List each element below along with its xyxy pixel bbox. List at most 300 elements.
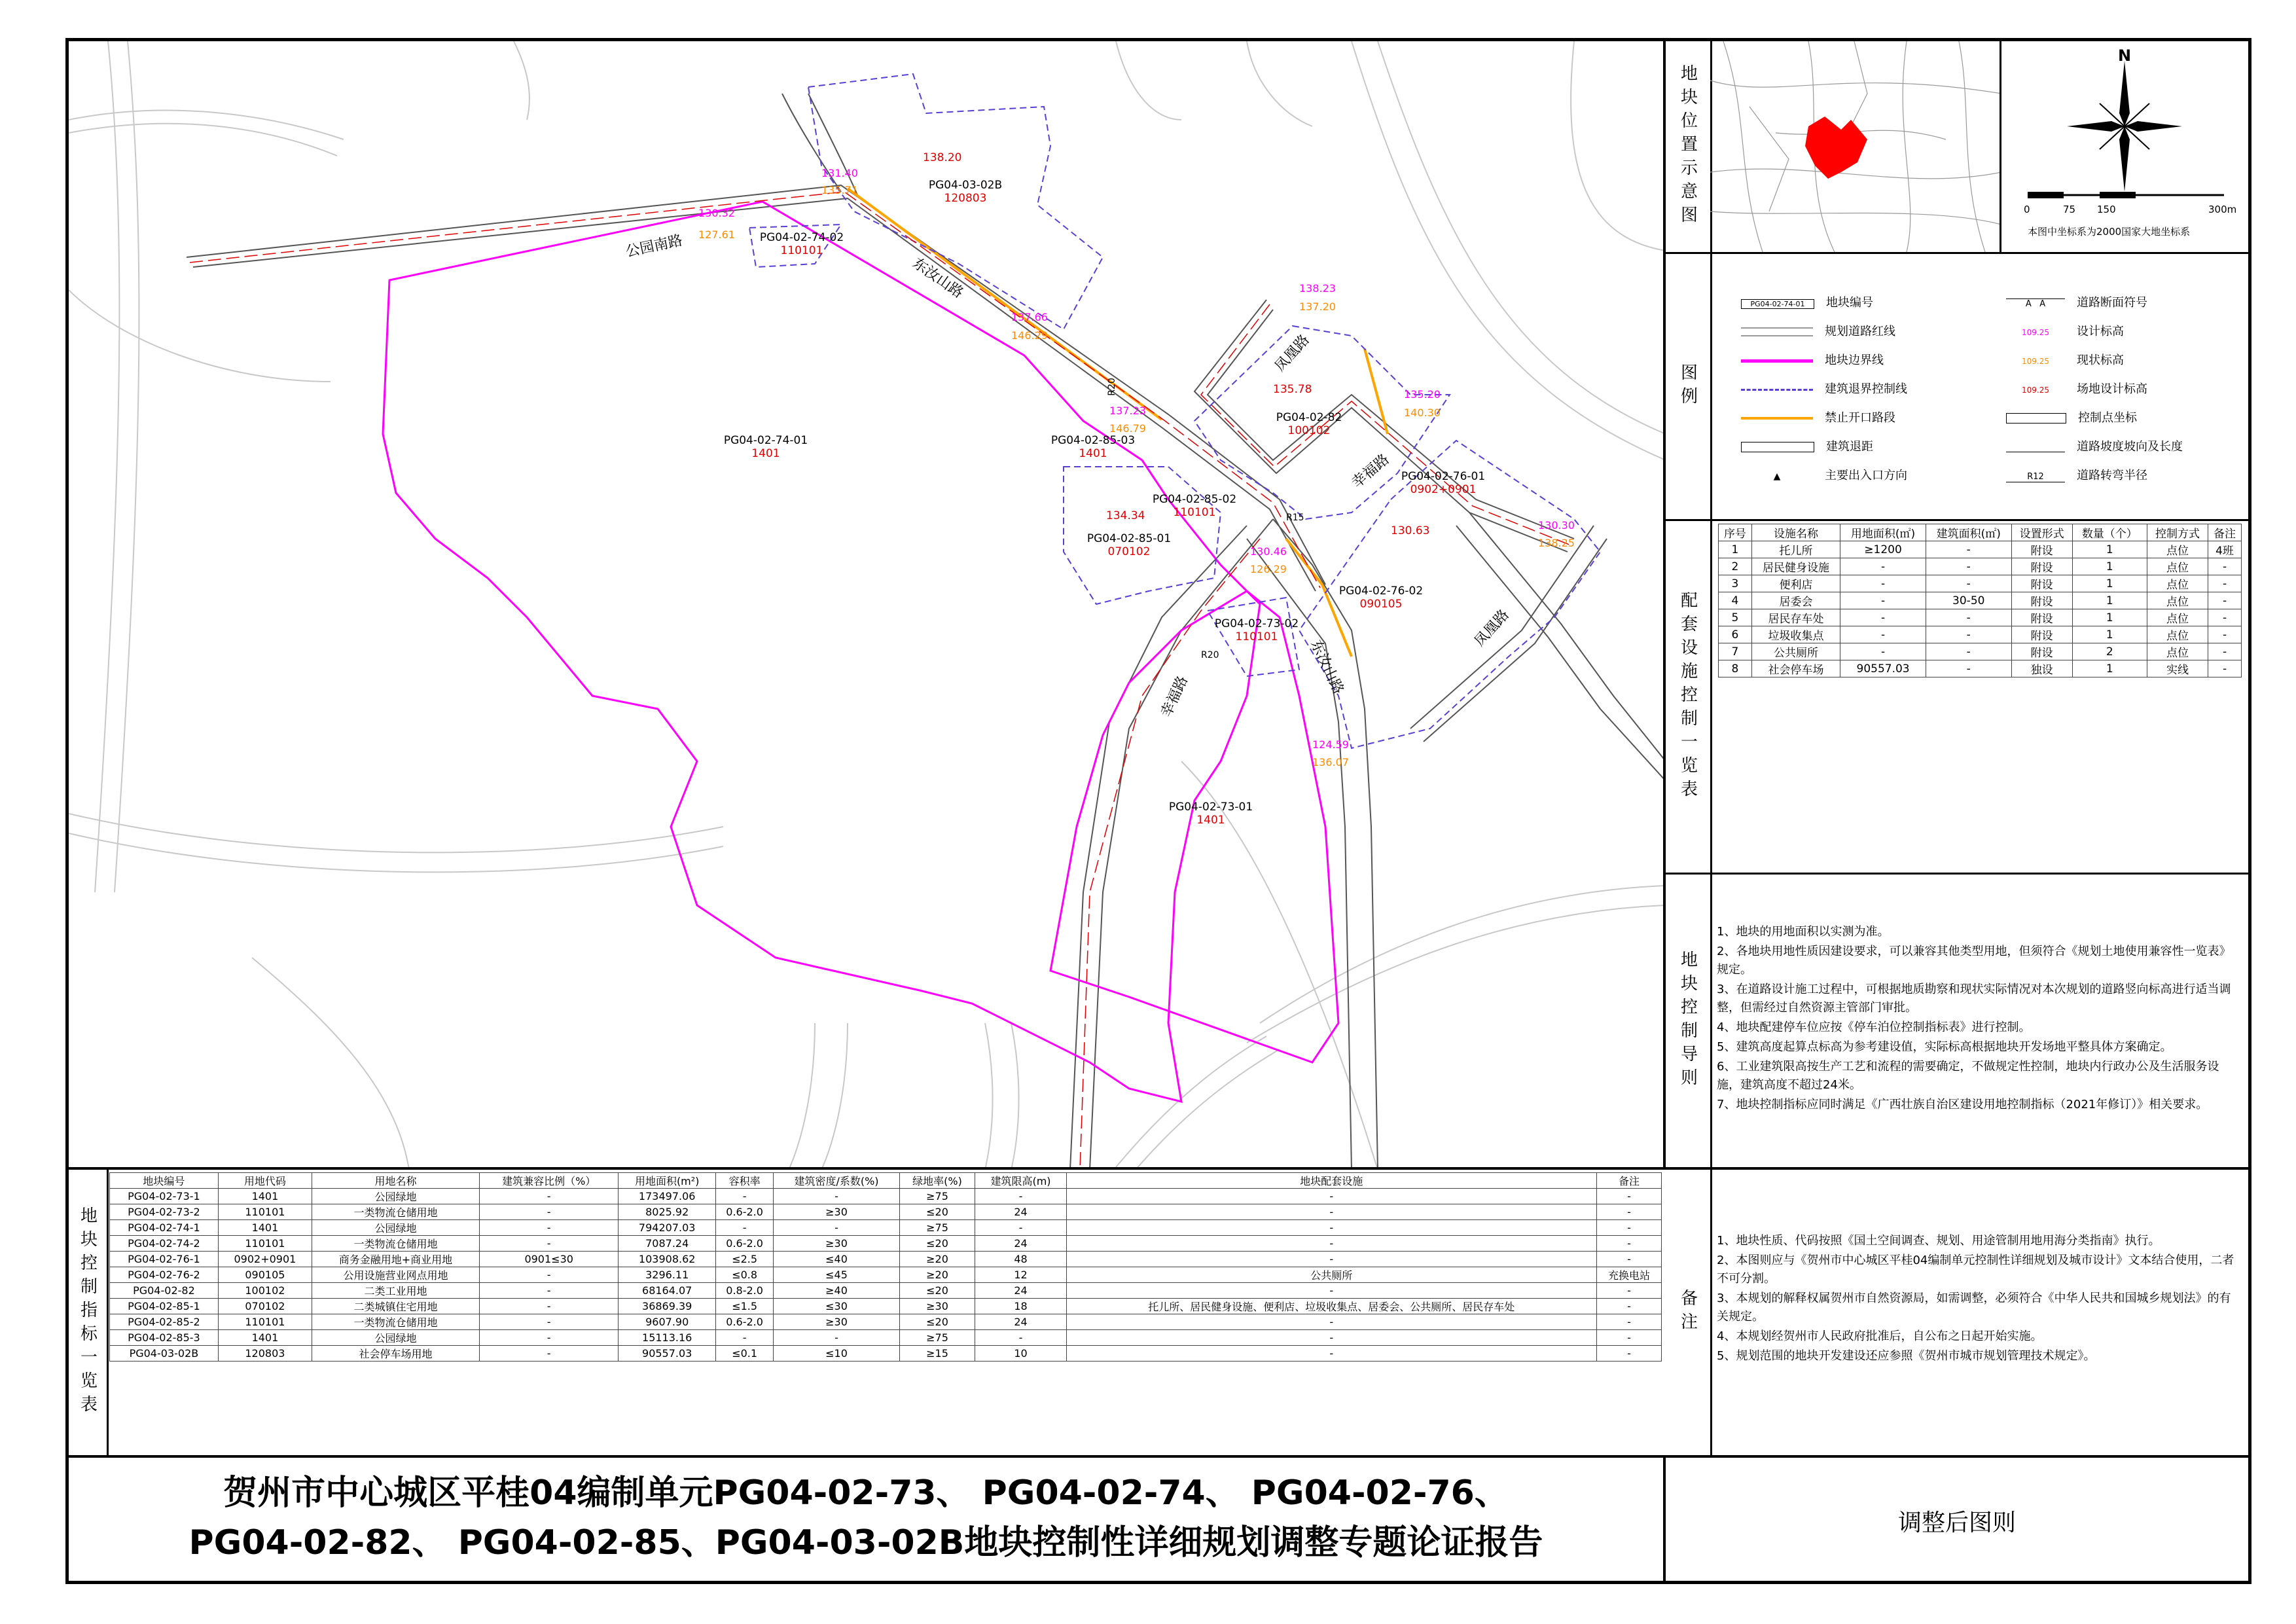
indicator-cell: - (1066, 1204, 1596, 1220)
indicator-cell: - (479, 1299, 619, 1314)
current-elevation: 136.07 (1312, 756, 1349, 768)
facility-cell: 附设 (2011, 609, 2072, 626)
facility-cell: 居民存车处 (1751, 609, 1840, 626)
note-item: 1、地块的用地面积以实测为准。 (1717, 925, 1890, 939)
indicator-cell: ≥75 (899, 1330, 975, 1346)
facility-cell: 附设 (2011, 592, 2072, 609)
current-elevation: 137.20 (1299, 300, 1336, 313)
report-title-line2: PG04-02-82、 PG04-02-85、PG04-03-02B地块控制性详细规划调整专题论证报告 (188, 1523, 1543, 1562)
indicator-cell: 一类物流仓储用地 (312, 1314, 480, 1330)
indicator-header: 地块编号 (110, 1173, 219, 1189)
indicator-cell: PG04-02-76-2 (110, 1267, 219, 1283)
facility-cell: - (1926, 626, 2011, 643)
legend-site-elev: 109.25 场地设计标高 (2022, 382, 2147, 396)
legend-current-elev: 109.25 现状标高 (2022, 353, 2124, 367)
parcel-label[interactable]: PG04-02-73-02 110101 (1214, 617, 1299, 643)
legend-setback: 建筑退界控制线 (1741, 380, 1907, 397)
indicator-cell: PG04-02-85-3 (110, 1330, 219, 1346)
indicator-cell: ≥30 (899, 1299, 975, 1314)
legend-entrance: ▲ 主要出入口方向 (1773, 469, 1907, 482)
indicator-cell: 7087.24 (619, 1236, 715, 1252)
indicator-header: 备注 (1596, 1173, 1661, 1189)
indicator-cell: - (479, 1267, 619, 1283)
indicator-cell: - (715, 1189, 773, 1204)
current-elevation: 146.79 (1109, 422, 1146, 435)
indicator-header: 建筑限高(m) (975, 1173, 1066, 1189)
location-title: 地块位置示意图 (1666, 41, 1712, 252)
indicator-cell: ≥15 (899, 1346, 975, 1362)
indicator-cell: ≤0.1 (715, 1346, 773, 1362)
table-row (1719, 609, 2242, 626)
indicator-cell: 24 (975, 1314, 1066, 1330)
road-label: 东汝山路 (909, 255, 967, 302)
facility-cell: 托儿所 (1751, 541, 1840, 558)
indicator-cell: ≥30 (774, 1204, 899, 1220)
facility-cell: 30-50 (1926, 592, 2011, 609)
facility-header: 数量（个） (2072, 524, 2147, 541)
indicator-header: 用地名称 (312, 1173, 480, 1189)
guidance-section (1666, 875, 2248, 1170)
facility-cell: ≥1200 (1840, 541, 1926, 558)
indicator-cell: 一类物流仓储用地 (312, 1204, 480, 1220)
indicator-cell: PG04-02-74-2 (110, 1236, 219, 1252)
scale-tick: 0 (2024, 204, 2030, 215)
indicator-cell: 0902+0901 (218, 1252, 312, 1267)
facility-cell: 社会停车场 (1751, 660, 1840, 677)
legend-slope: 道路坡度坡向及长度 (2006, 437, 2183, 454)
table-row (1719, 643, 2242, 660)
indicator-cell: PG04-02-85-2 (110, 1314, 219, 1330)
indicator-cell: - (715, 1220, 773, 1236)
indicator-cell: 10 (975, 1346, 1066, 1362)
indicator-cell: 1401 (218, 1330, 312, 1346)
scale-tick: 75 (2063, 204, 2076, 215)
indicator-cell: - (774, 1220, 899, 1236)
facility-header: 用地面积(㎡) (1840, 524, 1926, 541)
facilities-section (1666, 521, 2248, 875)
table-row (110, 1220, 1662, 1236)
facility-cell: 垃圾收集点 (1751, 626, 1840, 643)
note-item: 6、工业建筑限高按生产工艺和流程的需要确定，不做规定性控制，地块内行政办公及生活服务设施，建筑高度不超过24米。 (1717, 1060, 2219, 1092)
indicator-cell: ≤30 (774, 1299, 899, 1314)
indicator-cell: - (774, 1189, 899, 1204)
compass-canvas (2001, 41, 2248, 252)
scale-tick: 150 (2097, 204, 2116, 215)
table-row (1719, 575, 2242, 592)
remarks-title: 备注 (1666, 1170, 1712, 1455)
scale-tick: 300m (2208, 204, 2237, 215)
indicator-cell: - (1066, 1346, 1596, 1362)
indicator-cell: - (1066, 1283, 1596, 1299)
site-elevation: 134.34 (1106, 509, 1145, 522)
facility-cell: 点位 (2147, 558, 2208, 575)
table-row (1719, 592, 2242, 609)
indicator-cell: - (975, 1330, 1066, 1346)
facility-cell: 90557.03 (1840, 660, 1926, 677)
table-row (1719, 660, 2242, 677)
indicator-cell: - (479, 1204, 619, 1220)
table-row (1719, 626, 2242, 643)
remarks-notes (1710, 1232, 2247, 1367)
indicator-cell: 0.6-2.0 (715, 1236, 773, 1252)
facility-cell: - (1926, 541, 2011, 558)
indicator-cell: ≥40 (774, 1283, 899, 1299)
road-label: 幸福路 (1158, 674, 1192, 720)
facility-cell: 1 (2072, 660, 2147, 677)
indicator-cell: - (479, 1189, 619, 1204)
radius-label: R20 (1106, 378, 1117, 396)
facility-cell: 点位 (2147, 643, 2208, 660)
table-row (110, 1299, 1662, 1314)
indicator-cell: 二类城镇住宅用地 (312, 1299, 480, 1314)
current-elevation: 127.61 (698, 228, 735, 241)
indicator-header: 建筑兼容比例（%） (479, 1173, 619, 1189)
indicator-cell: 8025.92 (619, 1204, 715, 1220)
legend-section-symbol: A A 道路断面符号 (2006, 293, 2147, 310)
indicator-cell: - (1596, 1299, 1661, 1314)
facility-cell: - (2208, 643, 2242, 660)
current-elevation: 140.30 (1404, 406, 1441, 419)
road-label: 公园南路 (624, 232, 685, 261)
indicator-cell: ≤2.5 (715, 1252, 773, 1267)
indicator-cell: - (1066, 1252, 1596, 1267)
facility-cell: 5 (1719, 609, 1752, 626)
table-row (1719, 558, 2242, 575)
legend-setback-distance: 建筑退距 (1741, 437, 1873, 454)
current-elevation: 126.29 (1250, 563, 1287, 575)
indicator-cell: - (715, 1330, 773, 1346)
facility-cell: 附设 (2011, 643, 2072, 660)
facility-cell: 6 (1719, 626, 1752, 643)
indicator-cell: ≤1.5 (715, 1299, 773, 1314)
indicator-cell: 0901≤30 (479, 1252, 619, 1267)
legend-boundary: 地块边界线 (1741, 351, 1884, 368)
facility-cell: 3 (1719, 575, 1752, 592)
north-label: N (2118, 46, 2132, 65)
parcel-label[interactable]: PG04-02-74-02 110101 (759, 231, 844, 257)
note-item: 4、本规划经贺州市人民政府批准后，自公布之日起开始实施。 (1717, 1329, 2043, 1343)
planning-map[interactable] (69, 41, 1666, 1170)
indicator-cell: - (1066, 1189, 1596, 1204)
facility-cell: 点位 (2147, 609, 2208, 626)
current-elevation: 146.29 (1011, 329, 1048, 342)
north-arrow-panel (2001, 41, 2248, 252)
parcel-label[interactable]: PG04-02-74-01 1401 (723, 434, 808, 460)
indicator-cell: 3296.11 (619, 1267, 715, 1283)
indicator-cell: - (479, 1236, 619, 1252)
facility-cell: - (2208, 558, 2242, 575)
note-item: 3、在道路设计施工过程中，可根据地质勘察和现状实际情况对本次规划的道路竖向标高进行适当调整，但需经过自然资源主管部门审批。 (1717, 983, 2231, 1015)
indicator-cell: 公园绿地 (312, 1330, 480, 1346)
facility-cell: 1 (2072, 626, 2147, 643)
legend-red-line: 规划道路红线 (1741, 322, 1895, 339)
indicator-cell: ≥75 (899, 1220, 975, 1236)
parcel-label[interactable]: PG04-02-82 100102 (1276, 411, 1342, 437)
indicator-cell: - (1596, 1220, 1661, 1236)
table-row (110, 1204, 1662, 1220)
radius-label: R15 (1286, 513, 1304, 523)
parcel-label[interactable]: PG04-02-85-02 110101 (1152, 493, 1237, 519)
indicator-cell: ≥30 (774, 1236, 899, 1252)
indicator-cell: ≤20 (899, 1283, 975, 1299)
facility-cell: - (1926, 660, 2011, 677)
indicator-header: 地块配套设施 (1066, 1173, 1596, 1189)
location-section (1666, 41, 2248, 254)
site-highlight (1805, 117, 1867, 179)
indicator-cell: - (1596, 1236, 1661, 1252)
facility-cell: - (2208, 626, 2242, 643)
guidance-title: 地块控制导则 (1666, 875, 1712, 1167)
parcel-label[interactable]: PG04-02-76-02 090105 (1338, 585, 1424, 611)
drawing-type-label: 调整后图则 (1897, 1509, 2016, 1536)
legend-no-entry: 禁止开口路段 (1741, 408, 1895, 425)
note-item: 5、规划范围的地块开发建设还应参照《贺州市城市规划管理技术规定》。 (1717, 1349, 2096, 1363)
facility-cell: 1 (2072, 592, 2147, 609)
design-elevation: 138.23 (1299, 282, 1336, 295)
indicator-cell: 二类工业用地 (312, 1283, 480, 1299)
parcel-label[interactable]: PG04-03-02B 120803 (928, 179, 1003, 205)
location-inset-map (1710, 41, 2001, 252)
facility-cell: 点位 (2147, 541, 2208, 558)
road-label: 东汝山路 (1307, 638, 1347, 697)
indicator-cell: - (1596, 1252, 1661, 1267)
facility-cell: 点位 (2147, 592, 2208, 609)
indicator-cell: 173497.06 (619, 1189, 715, 1204)
facility-cell: - (1840, 626, 1926, 643)
note-item: 1、地块性质、代码按照《国土空间调查、规划、用途管制用地用海分类指南》执行。 (1717, 1234, 2161, 1248)
site-elevation: 130.63 (1391, 524, 1430, 537)
indicator-section (69, 1170, 1666, 1458)
indicator-cell: 24 (975, 1283, 1066, 1299)
facility-header: 建筑面积(㎡) (1926, 524, 2011, 541)
design-elevation: 135.20 (1404, 388, 1441, 401)
indicator-cell: - (479, 1314, 619, 1330)
indicator-cell: 070102 (218, 1299, 312, 1314)
road-label: 凤凰路 (1471, 606, 1513, 650)
facility-cell: - (1926, 609, 2011, 626)
indicator-header: 用地面积(m²) (619, 1173, 715, 1189)
indicator-cell: 1401 (218, 1189, 312, 1204)
indicator-cell: PG04-02-73-2 (110, 1204, 219, 1220)
crs-note: 本图中坐标系为2000国家大地坐标系 (2028, 226, 2191, 238)
facility-cell: - (1926, 643, 2011, 660)
indicator-cell: 48 (975, 1252, 1066, 1267)
site-elevation: 135.78 (1273, 383, 1312, 396)
facility-cell: 附设 (2011, 626, 2072, 643)
facility-cell: 8 (1719, 660, 1752, 677)
facility-cell: - (1840, 643, 1926, 660)
legend-section (1666, 254, 2248, 521)
facility-cell: 1 (2072, 558, 2147, 575)
indicator-table (109, 1172, 1662, 1362)
note-item: 4、地块配建停车位应按《停车泊位控制指标表》进行控制。 (1717, 1020, 2031, 1034)
table-row (110, 1314, 1662, 1330)
report-title-line1: 贺州市中心城区平桂04编制单元PG04-02-73、 PG04-02-74、 PG04-02-76、 (223, 1473, 1509, 1513)
indicator-cell: - (1596, 1189, 1661, 1204)
indicator-cell: 1401 (218, 1220, 312, 1236)
facility-cell: 1 (2072, 575, 2147, 592)
facility-cell: - (1840, 609, 1926, 626)
note-item: 3、本规划的解释权属贺州市自然资源局，如需调整，必须符合《中华人民共和国城乡规划法》的有关规定。 (1717, 1291, 2231, 1324)
facility-cell: 1 (2072, 541, 2147, 558)
indicator-cell: 68164.07 (619, 1283, 715, 1299)
indicator-cell: - (1596, 1204, 1661, 1220)
indicator-cell: 103908.62 (619, 1252, 715, 1267)
indicator-cell: 一类物流仓储用地 (312, 1236, 480, 1252)
note-item: 7、地块控制指标应同时满足《广西壮族自治区建设用地控制指标（2021年修订）》相关要求。 (1717, 1098, 2208, 1111)
indicator-cell: ≤45 (774, 1267, 899, 1283)
table-row (110, 1267, 1662, 1283)
indicator-cell: 0.6-2.0 (715, 1314, 773, 1330)
facility-cell: - (2208, 575, 2242, 592)
facility-cell: 点位 (2147, 626, 2208, 643)
indicator-cell: ≥20 (899, 1252, 975, 1267)
indicator-cell: 公用设施营业网点用地 (312, 1267, 480, 1283)
facility-header: 设施名称 (1751, 524, 1840, 541)
indicator-cell: 充换电站 (1596, 1267, 1661, 1283)
indicator-cell: 0.8-2.0 (715, 1283, 773, 1299)
design-elevation: 137.23 (1109, 405, 1146, 417)
parcel-label[interactable]: PG04-02-73-01 1401 (1168, 801, 1253, 827)
indicator-cell: - (975, 1189, 1066, 1204)
facility-cell: - (2208, 660, 2242, 677)
facility-cell: 1 (1719, 541, 1752, 558)
indicator-cell: - (1066, 1314, 1596, 1330)
indicator-cell: 托儿所、居民健身设施、便利店、垃圾收集点、居委会、公共厕所、居民存车处 (1066, 1299, 1596, 1314)
indicator-cell: ≥30 (774, 1314, 899, 1330)
title-block (69, 1458, 1666, 1584)
remarks-section (1666, 1170, 2248, 1458)
site-elevation: 138.20 (923, 151, 962, 164)
indicator-cell: ≤20 (899, 1204, 975, 1220)
indicator-cell: ≤40 (774, 1252, 899, 1267)
indicator-cell: ≤20 (899, 1314, 975, 1330)
facility-cell: - (1926, 558, 2011, 575)
current-elevation: 135.71 (821, 184, 858, 196)
facility-cell: 实线 (2147, 660, 2208, 677)
indicator-cell: 110101 (218, 1236, 312, 1252)
table-row (110, 1330, 1662, 1346)
indicator-cell: 90557.03 (619, 1346, 715, 1362)
road-label: 凤凰路 (1272, 331, 1313, 375)
indicator-cell: PG04-02-73-1 (110, 1189, 219, 1204)
indicator-cell: 110101 (218, 1314, 312, 1330)
table-row (110, 1189, 1662, 1204)
facility-cell: 居民健身设施 (1751, 558, 1840, 575)
indicator-cell: ≤10 (774, 1346, 899, 1362)
facilities-title: 配套设施控制一览表 (1666, 521, 1712, 873)
indicator-cell: 24 (975, 1204, 1066, 1220)
indicator-title: 地块控制指标一览表 (69, 1170, 109, 1455)
indicator-cell: PG04-02-76-1 (110, 1252, 219, 1267)
table-row (110, 1236, 1662, 1252)
indicator-cell: PG04-03-02B (110, 1346, 219, 1362)
indicator-cell: ≥75 (899, 1189, 975, 1204)
indicator-cell: - (1066, 1236, 1596, 1252)
indicator-cell: - (1596, 1330, 1661, 1346)
parcel-label[interactable]: PG04-02-85-01 070102 (1086, 532, 1172, 558)
facility-cell: 附设 (2011, 541, 2072, 558)
facility-cell: 4 (1719, 592, 1752, 609)
indicator-cell: 100102 (218, 1283, 312, 1299)
indicator-cell: 120803 (218, 1346, 312, 1362)
indicator-cell: - (479, 1330, 619, 1346)
indicator-cell: - (479, 1283, 619, 1299)
facility-cell: 居委会 (1751, 592, 1840, 609)
indicator-cell: 18 (975, 1299, 1066, 1314)
design-elevation: 124.59 (1312, 738, 1349, 751)
indicator-cell: 9607.90 (619, 1314, 715, 1330)
facility-cell: - (2208, 592, 2242, 609)
design-elevation: 137.66 (1011, 311, 1048, 323)
indicator-header: 容积率 (715, 1173, 773, 1189)
legend-design-elev: 109.25 设计标高 (2022, 325, 2124, 338)
facility-header: 备注 (2208, 524, 2242, 541)
facilities-table (1718, 524, 2242, 677)
facility-cell: - (1926, 575, 2011, 592)
parcel-label[interactable]: PG04-02-76-01 0902+0901 (1401, 470, 1486, 496)
indicator-header: 绿地率(%) (899, 1173, 975, 1189)
indicator-cell: PG04-02-74-1 (110, 1220, 219, 1236)
indicator-cell: - (1066, 1220, 1596, 1236)
indicator-cell: 110101 (218, 1204, 312, 1220)
indicator-cell: - (1596, 1346, 1661, 1362)
indicator-cell: 0.6-2.0 (715, 1204, 773, 1220)
indicator-cell: - (1066, 1330, 1596, 1346)
facility-cell: 公共厕所 (1751, 643, 1840, 660)
indicator-header: 用地代码 (218, 1173, 312, 1189)
indicator-cell: ≥20 (899, 1267, 975, 1283)
facility-cell: 便利店 (1751, 575, 1840, 592)
facility-cell: 点位 (2147, 575, 2208, 592)
legend-control-point: 控制点坐标 (2006, 408, 2137, 425)
indicator-cell: - (774, 1330, 899, 1346)
indicator-cell: 公园绿地 (312, 1220, 480, 1236)
design-elevation: 130.32 (698, 207, 735, 219)
facility-cell: 2 (2072, 643, 2147, 660)
facility-cell: - (1840, 558, 1926, 575)
note-item: 5、建筑高度起算点标高为参考建设值，实际标高根据地块开发场地平整具体方案确定。 (1717, 1040, 2172, 1054)
table-row (110, 1283, 1662, 1299)
facility-cell: - (2208, 609, 2242, 626)
indicator-cell: - (975, 1220, 1066, 1236)
indicator-cell: 794207.03 (619, 1220, 715, 1236)
indicator-cell: 公园绿地 (312, 1189, 480, 1204)
indicator-cell: 商务金融用地+商业用地 (312, 1252, 480, 1267)
facility-header: 设置形式 (2011, 524, 2072, 541)
design-elevation: 130.46 (1250, 545, 1287, 558)
facility-cell: 1 (2072, 609, 2147, 626)
indicator-cell: - (479, 1346, 619, 1362)
radius-label: R20 (1201, 650, 1219, 660)
note-item: 2、各地块用地性质因建设要求，可以兼容其他类型用地，但须符合《规划土地使用兼容性一览表》规定。 (1717, 945, 2231, 977)
design-elevation: 131.40 (821, 167, 858, 179)
legend-parcel-code: PG04-02-74-01 地块编号 (1741, 293, 1873, 310)
table-row (110, 1346, 1662, 1362)
indicator-cell: ≤0.8 (715, 1267, 773, 1283)
parcel-label[interactable]: PG04-02-85-03 1401 (1050, 434, 1136, 460)
table-row (110, 1252, 1662, 1267)
facility-cell: 附设 (2011, 558, 2072, 575)
current-elevation: 138.25 (1538, 537, 1575, 549)
indicator-cell: PG04-02-85-1 (110, 1299, 219, 1314)
indicator-cell: - (1596, 1314, 1661, 1330)
facility-cell: - (1840, 575, 1926, 592)
table-row (1719, 541, 2242, 558)
indicator-cell: 36869.39 (619, 1299, 715, 1314)
facility-header: 序号 (1719, 524, 1752, 541)
indicator-cell: - (1596, 1283, 1661, 1299)
